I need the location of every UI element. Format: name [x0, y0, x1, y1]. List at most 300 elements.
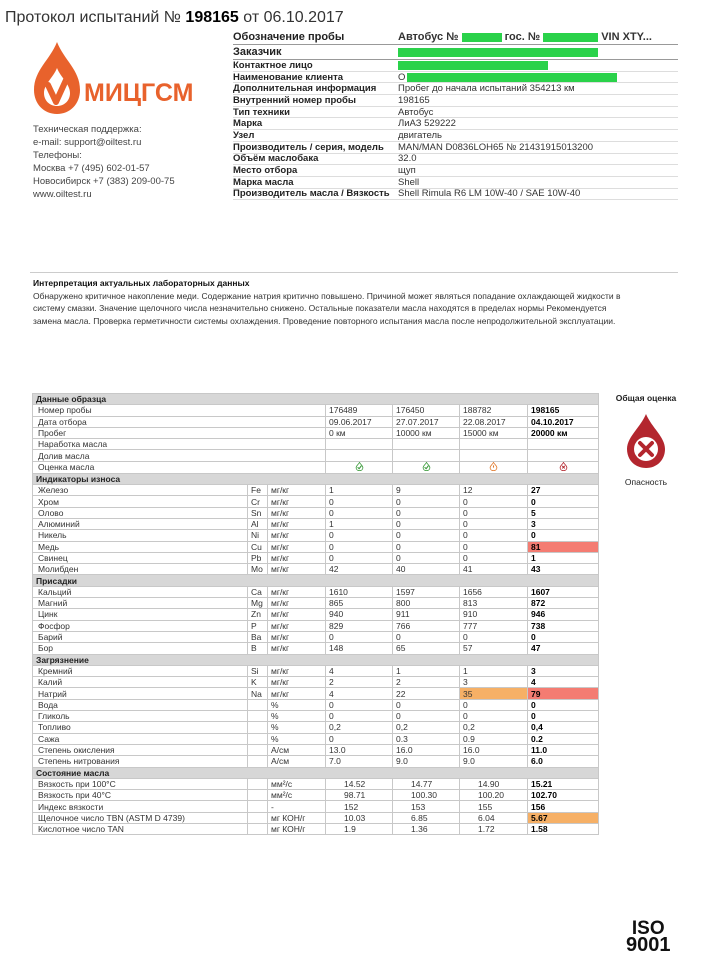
phone-novosibirsk: Новосибирск +7 (383) 209-00-75 — [33, 176, 175, 187]
result-value: 940 — [326, 609, 393, 620]
result-value: 0 — [393, 507, 460, 518]
element-symbol: Cr — [248, 496, 268, 507]
info-key: Тип техники — [233, 106, 290, 118]
result-value: 41 — [460, 564, 528, 575]
sample-value: 04.10.2017 — [528, 416, 599, 427]
sample-row — [33, 450, 599, 461]
interpretation-title: Интерпретация актуальных лабораторных данных — [33, 278, 250, 288]
result-value: 11.0 — [528, 744, 599, 755]
redaction-mark — [462, 33, 502, 42]
sample-value — [528, 439, 599, 450]
result-value: 0,4 — [528, 722, 599, 733]
result-value: 9.0 — [393, 756, 460, 767]
result-row — [33, 756, 599, 767]
result-row — [33, 699, 599, 710]
sample-value: 176489 — [326, 405, 393, 416]
info-key: Наименование клиента — [233, 71, 344, 83]
results-table — [32, 393, 599, 835]
result-value: 1.58 — [528, 823, 599, 834]
row-label: Хром — [33, 496, 248, 507]
result-value: 57 — [460, 643, 528, 654]
result-row — [33, 631, 599, 642]
info-key: Контактное лицо — [233, 59, 313, 71]
info-key: Внутренний номер пробы — [233, 94, 357, 106]
element-symbol: Ba — [248, 631, 268, 642]
info-row — [233, 83, 678, 95]
result-value: 0 — [460, 552, 528, 563]
result-row — [33, 496, 599, 507]
result-row — [33, 744, 599, 755]
result-row — [33, 552, 599, 563]
result-value: 813 — [460, 598, 528, 609]
result-value: 0 — [460, 530, 528, 541]
iso-9001-badge: ISO 9001 — [626, 918, 671, 956]
row-label: Вязкость при 100°C — [33, 778, 248, 789]
interpretation — [33, 277, 678, 327]
result-value: 0 — [393, 518, 460, 529]
info-key: Объём маслобака — [233, 153, 319, 165]
sample-value: 20000 км — [528, 427, 599, 438]
result-value: 910 — [460, 609, 528, 620]
result-value: 1610 — [326, 586, 393, 597]
element-symbol — [248, 711, 268, 722]
result-value: 0 — [528, 496, 599, 507]
element-symbol — [248, 823, 268, 834]
unit: мг/кг — [268, 541, 326, 552]
result-value: 0 — [393, 541, 460, 552]
info-value — [398, 46, 678, 58]
result-value: 156 — [528, 801, 599, 812]
result-value: 0 — [460, 631, 528, 642]
result-value: 35 — [460, 688, 528, 699]
section-header: Состояние масла — [33, 767, 599, 778]
result-value: 865 — [326, 598, 393, 609]
result-value: 42 — [326, 564, 393, 575]
result-value: 0 — [393, 552, 460, 563]
result-value: 0 — [460, 496, 528, 507]
unit: мг/кг — [268, 609, 326, 620]
result-value: 766 — [393, 620, 460, 631]
element-symbol: Sn — [248, 507, 268, 518]
result-value: 0 — [393, 530, 460, 541]
result-value: 27 — [528, 485, 599, 496]
result-value: 100.20 — [460, 790, 528, 801]
sample-row — [33, 416, 599, 427]
element-symbol — [248, 790, 268, 801]
sample-value: 198165 — [528, 405, 599, 416]
result-row — [33, 586, 599, 597]
result-value: 0 — [326, 496, 393, 507]
info-value: Пробег до начала испытаний 354213 км — [398, 83, 575, 95]
sample-value — [528, 450, 599, 461]
row-label: Калий — [33, 677, 248, 688]
row-label: Топливо — [33, 722, 248, 733]
sample-value: 27.07.2017 — [393, 416, 460, 427]
row-label: Молибден — [33, 564, 248, 575]
unit: мг КОН/г — [268, 823, 326, 834]
row-label: Олово — [33, 507, 248, 518]
result-row — [33, 609, 599, 620]
section-header: Присадки — [33, 575, 599, 586]
unit: мг/кг — [268, 552, 326, 563]
unit: мг/кг — [268, 586, 326, 597]
unit: мг/кг — [268, 564, 326, 575]
result-value: 65 — [393, 643, 460, 654]
result-value: 153 — [393, 801, 460, 812]
result-row — [33, 507, 599, 518]
result-value: 6.0 — [528, 756, 599, 767]
result-value: 0 — [460, 507, 528, 518]
result-value: 100.30 — [393, 790, 460, 801]
result-value: 98.71 — [326, 790, 393, 801]
result-value: 800 — [393, 598, 460, 609]
element-symbol: Al — [248, 518, 268, 529]
result-row — [33, 665, 599, 676]
info-value: Shell Rimula R6 LM 10W-40 / SAE 10W-40 — [398, 188, 581, 200]
result-value: 47 — [528, 643, 599, 654]
row-label: Никель — [33, 530, 248, 541]
website-link[interactable]: www.oiltest.ru — [33, 189, 92, 200]
result-value: 829 — [326, 620, 393, 631]
unit: мг/кг — [268, 631, 326, 642]
row-label: Оценка масла — [33, 461, 326, 473]
element-symbol — [248, 801, 268, 812]
unit: мм²/с — [268, 778, 326, 789]
result-value: 5 — [528, 507, 599, 518]
sample-value: 15000 км — [460, 427, 528, 438]
info-row — [233, 189, 678, 201]
overall-label: Общая оценка — [615, 393, 677, 403]
result-value: 777 — [460, 620, 528, 631]
unit: мг/кг — [268, 620, 326, 631]
result-value: 0 — [460, 711, 528, 722]
result-row — [33, 801, 599, 812]
result-value: 4 — [528, 677, 599, 688]
result-value: 5.67 — [528, 812, 599, 823]
element-symbol — [248, 699, 268, 710]
result-value: 12 — [460, 485, 528, 496]
overall-assessment — [606, 393, 686, 487]
row-label: Медь — [33, 541, 248, 552]
info-value: двигатель — [398, 129, 442, 141]
info-value: Автобус № гос. № VIN XTY... — [398, 31, 652, 43]
element-symbol: Ni — [248, 530, 268, 541]
row-label: Щелочное число TBN (ASTM D 4739) — [33, 812, 248, 823]
result-value: 0 — [326, 541, 393, 552]
element-symbol — [248, 812, 268, 823]
result-value: 0 — [460, 518, 528, 529]
interpretation-text: замена масла. Проверка герметичности системы охлаждения. Проведение повторного испытания масла после непродолжительной эксплуатации. — [33, 315, 616, 326]
oil-drop-good-icon — [355, 462, 364, 471]
sample-value: 176450 — [393, 405, 460, 416]
protocol-number: 198165 — [185, 9, 239, 26]
unit: мг/кг — [268, 518, 326, 529]
result-value: 0 — [326, 530, 393, 541]
info-key: Производитель масла / Вязкость — [233, 188, 390, 200]
unit: % — [268, 699, 326, 710]
element-symbol: Mg — [248, 598, 268, 609]
unit: - — [268, 801, 326, 812]
phones-heading: Телефоны: — [33, 150, 82, 161]
result-row — [33, 598, 599, 609]
result-value: 0 — [528, 699, 599, 710]
unit: мг/кг — [268, 496, 326, 507]
result-value: 10.03 — [326, 812, 393, 823]
result-value: 102.70 — [528, 790, 599, 801]
result-value: 14.52 — [326, 778, 393, 789]
result-value: 1.72 — [460, 823, 528, 834]
result-value: 7.0 — [326, 756, 393, 767]
oil-drop-good-icon — [422, 462, 431, 471]
result-row — [33, 823, 599, 834]
info-row — [233, 154, 678, 166]
support-heading: Техническая поддержка: — [33, 124, 142, 135]
result-value: 14.77 — [393, 778, 460, 789]
element-symbol: Fe — [248, 485, 268, 496]
result-value: 152 — [326, 801, 393, 812]
sample-value — [326, 461, 393, 473]
result-value: 1.36 — [393, 823, 460, 834]
redaction-mark — [398, 48, 598, 57]
row-label: Гликоль — [33, 711, 248, 722]
row-label: Кремний — [33, 665, 248, 676]
result-value: 0.3 — [393, 733, 460, 744]
row-label: Наработка масла — [33, 439, 326, 450]
row-label: Фосфор — [33, 620, 248, 631]
unit: мг/кг — [268, 688, 326, 699]
element-symbol: Mo — [248, 564, 268, 575]
element-symbol: P — [248, 620, 268, 631]
info-value: 198165 — [398, 94, 430, 106]
oil-drop-warning-icon — [489, 462, 498, 471]
result-row — [33, 722, 599, 733]
sample-value — [393, 439, 460, 450]
section-header: Индикаторы износа — [33, 473, 599, 484]
result-value: 0.9 — [460, 733, 528, 744]
row-label: Железо — [33, 485, 248, 496]
row-label: Пробег — [33, 427, 326, 438]
support-email[interactable]: e-mail: support@oiltest.ru — [33, 137, 142, 148]
element-symbol: Pb — [248, 552, 268, 563]
row-label: Сажа — [33, 733, 248, 744]
phone-moscow: Москва +7 (495) 602-01-57 — [33, 163, 150, 174]
result-value: 1656 — [460, 586, 528, 597]
row-label: Кальций — [33, 586, 248, 597]
result-row — [33, 620, 599, 631]
result-value: 0 — [326, 552, 393, 563]
result-value: 0 — [393, 631, 460, 642]
result-row — [33, 790, 599, 801]
info-row — [233, 118, 678, 130]
unit: мг КОН/г — [268, 812, 326, 823]
result-value: 0.2 — [528, 733, 599, 744]
info-row — [233, 177, 678, 189]
result-value: 79 — [528, 688, 599, 699]
element-symbol: Zn — [248, 609, 268, 620]
sample-value — [393, 461, 460, 473]
result-value: 1597 — [393, 586, 460, 597]
result-value: 15.21 — [528, 778, 599, 789]
info-row — [233, 45, 678, 60]
result-value: 4 — [326, 688, 393, 699]
result-value: 155 — [460, 801, 528, 812]
info-key: Узел — [233, 129, 255, 141]
overall-status: Опасность — [624, 477, 668, 487]
result-row — [33, 643, 599, 654]
result-value: 1.9 — [326, 823, 393, 834]
row-label: Магний — [33, 598, 248, 609]
sample-value: 09.06.2017 — [326, 416, 393, 427]
unit: мг/кг — [268, 598, 326, 609]
sample-value — [326, 450, 393, 461]
info-key: Место отбора — [233, 165, 298, 177]
sample-value: 188782 — [460, 405, 528, 416]
company-logo — [30, 40, 220, 120]
row-label: Свинец — [33, 552, 248, 563]
divider — [30, 272, 678, 273]
result-value: 16.0 — [460, 744, 528, 755]
info-value: ЛиАЗ 529222 — [398, 118, 456, 130]
result-value: 81 — [528, 541, 599, 552]
result-value: 2 — [393, 677, 460, 688]
unit: мг/кг — [268, 677, 326, 688]
result-value: 6.04 — [460, 812, 528, 823]
info-key: Дополнительная информация — [233, 83, 377, 95]
result-row — [33, 711, 599, 722]
info-key: Заказчик — [233, 46, 282, 58]
result-row — [33, 518, 599, 529]
element-symbol: K — [248, 677, 268, 688]
info-value: Shell — [398, 176, 420, 188]
row-label: Номер пробы — [33, 405, 326, 416]
unit: А/см — [268, 744, 326, 755]
result-value: 0 — [326, 631, 393, 642]
section-header: Данные образца — [33, 394, 599, 405]
sample-info-table — [233, 30, 678, 200]
result-value: 9 — [393, 485, 460, 496]
logo-text: МИЦГСМ — [84, 79, 194, 107]
result-row — [33, 564, 599, 575]
result-value: 0 — [393, 699, 460, 710]
redaction-mark — [398, 61, 548, 70]
support-info — [33, 123, 175, 201]
result-value: 13.0 — [326, 744, 393, 755]
unit: % — [268, 711, 326, 722]
result-value: 0 — [528, 631, 599, 642]
info-row — [233, 107, 678, 119]
result-value: 1607 — [528, 586, 599, 597]
result-row — [33, 688, 599, 699]
result-value: 0 — [528, 711, 599, 722]
row-label: Дата отбора — [33, 416, 326, 427]
info-value: О — [398, 72, 678, 83]
element-symbol: Cu — [248, 541, 268, 552]
row-label: Цинк — [33, 609, 248, 620]
result-row — [33, 778, 599, 789]
result-row — [33, 485, 599, 496]
result-row — [33, 677, 599, 688]
result-value: 0 — [326, 699, 393, 710]
result-value: 1 — [528, 552, 599, 563]
result-value: 0 — [326, 507, 393, 518]
row-label: Долив масла — [33, 450, 326, 461]
element-symbol: Si — [248, 665, 268, 676]
result-value: 738 — [528, 620, 599, 631]
sample-value: 0 км — [326, 427, 393, 438]
interpretation-text: Обнаружено критичное накопление меди. Содержание натрия критично повышено. Причиной может являться попадание охлаждающей жидкости в — [33, 290, 621, 301]
result-value: 1 — [393, 665, 460, 676]
result-value: 9.0 — [460, 756, 528, 767]
result-value: 3 — [528, 665, 599, 676]
protocol-date: от 06.10.2017 — [243, 9, 344, 26]
result-value: 40 — [393, 564, 460, 575]
danger-drop-icon — [625, 413, 667, 469]
element-symbol — [248, 778, 268, 789]
result-value: 0 — [528, 530, 599, 541]
info-value — [398, 60, 678, 71]
result-value: 0,2 — [326, 722, 393, 733]
info-value: Автобус — [398, 106, 434, 118]
redaction-mark — [407, 73, 617, 82]
result-value: 43 — [528, 564, 599, 575]
info-value: 32.0 — [398, 153, 417, 165]
sample-value — [326, 439, 393, 450]
info-row — [233, 60, 678, 72]
row-label: Кислотное число TAN — [33, 823, 248, 834]
element-symbol — [248, 756, 268, 767]
element-symbol — [248, 722, 268, 733]
unit: мг/кг — [268, 665, 326, 676]
info-row — [233, 130, 678, 142]
result-row — [33, 541, 599, 552]
info-key: Производитель / серия, модель — [233, 141, 384, 153]
info-key: Марка масла — [233, 176, 294, 188]
row-label: Барий — [33, 631, 248, 642]
element-symbol: Na — [248, 688, 268, 699]
result-value: 1 — [326, 518, 393, 529]
info-row — [233, 72, 678, 84]
result-value: 0 — [326, 711, 393, 722]
result-value: 0 — [393, 496, 460, 507]
unit: мг/кг — [268, 485, 326, 496]
element-symbol: Ca — [248, 586, 268, 597]
result-value: 6.85 — [393, 812, 460, 823]
sample-value — [393, 450, 460, 461]
interpretation-text: систему смазки. Значение щелочного числа незначительно снижено. Остальные показатели масла находятся в пределах нормы Рекомендуется — [33, 303, 607, 313]
sample-row — [33, 427, 599, 438]
sample-value: 10000 км — [393, 427, 460, 438]
info-row — [233, 95, 678, 107]
result-value: 4 — [326, 665, 393, 676]
result-value: 0 — [326, 733, 393, 744]
result-value: 946 — [528, 609, 599, 620]
row-label: Степень нитрования — [33, 756, 248, 767]
row-label: Вязкость при 40°C — [33, 790, 248, 801]
info-row-sample — [233, 30, 678, 45]
info-value: MAN/MAN D0836LOH65 № 21431915013200 — [398, 141, 594, 153]
result-value: 0 — [460, 699, 528, 710]
oil-drop-danger-icon — [559, 462, 568, 471]
sample-row — [33, 439, 599, 450]
unit: % — [268, 733, 326, 744]
info-value: щуп — [398, 165, 416, 177]
unit: А/см — [268, 756, 326, 767]
element-symbol — [248, 744, 268, 755]
unit: мг/кг — [268, 507, 326, 518]
row-label: Индекс вязкости — [33, 801, 248, 812]
title-prefix: Протокол испытаний № — [5, 9, 181, 26]
result-value: 2 — [326, 677, 393, 688]
